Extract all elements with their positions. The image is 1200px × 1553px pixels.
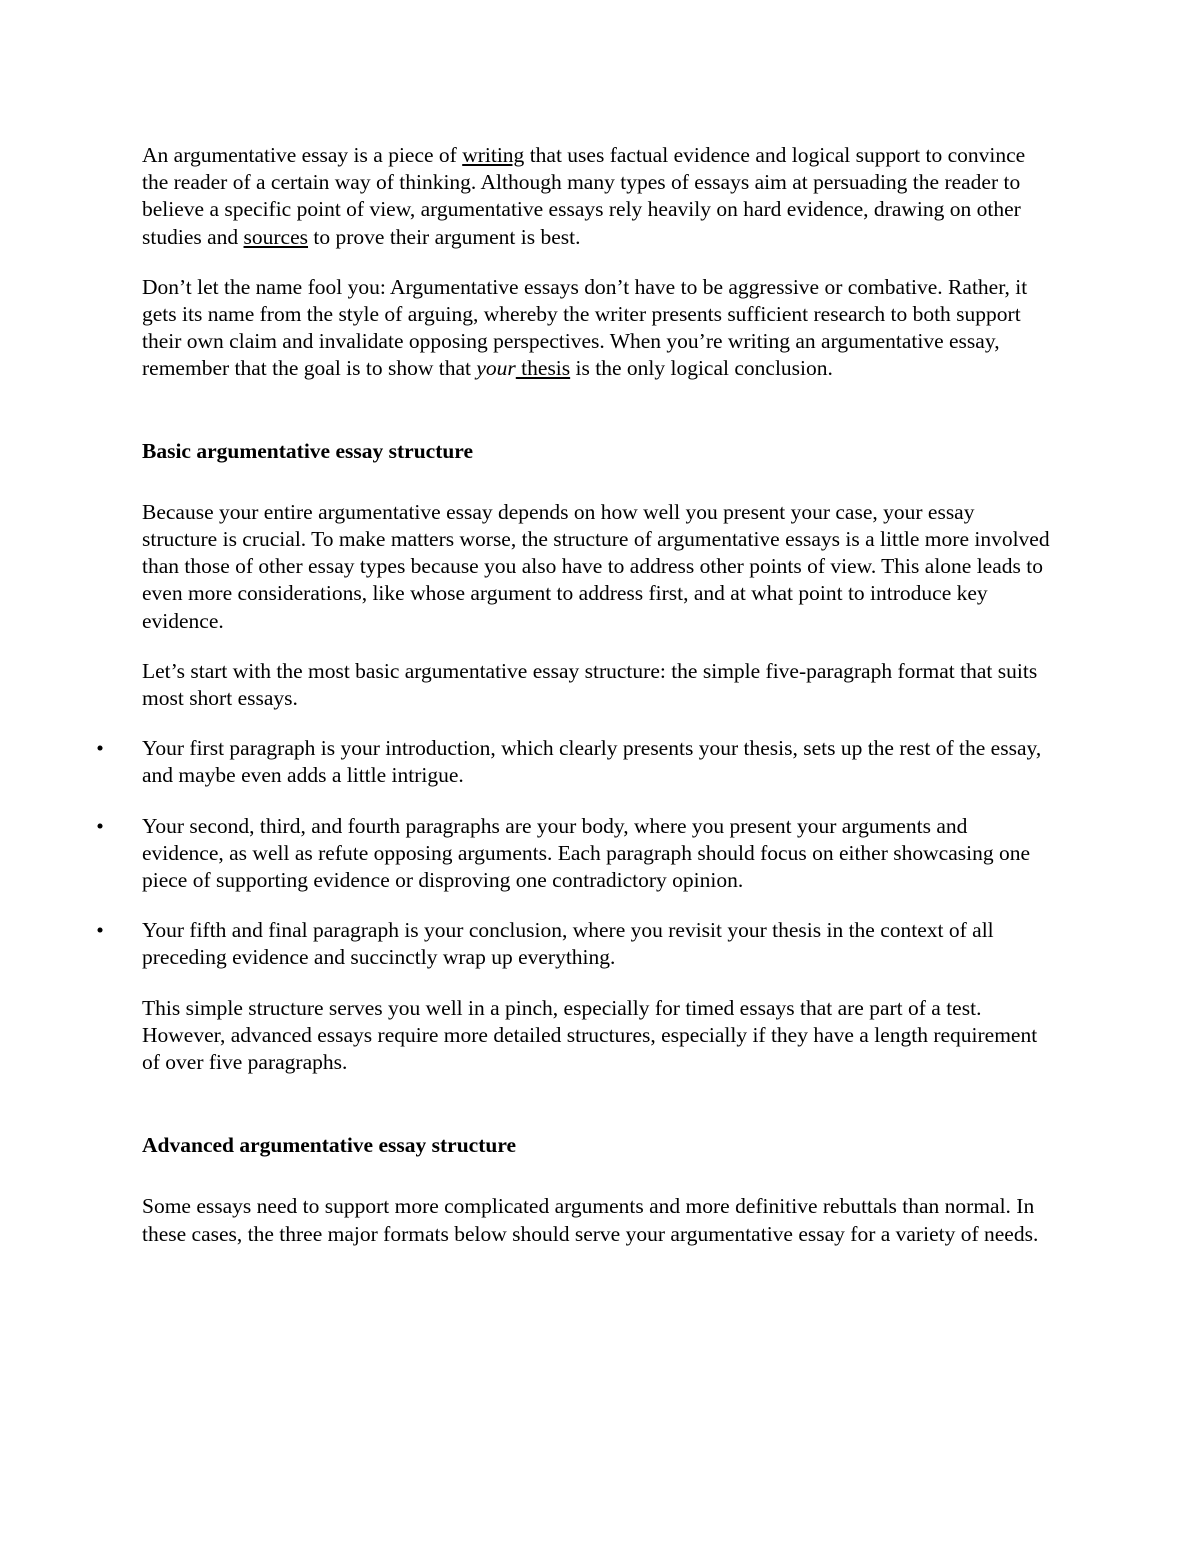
document-page: [96, 142, 1052, 1271]
list-item: [96, 813, 1052, 895]
intro-paragraph-2: [142, 274, 1052, 383]
intro-p1-text-1: An argumentative essay is a piece of: [142, 143, 463, 167]
basic-structure-heading: Basic argumentative essay structure: [142, 438, 474, 463]
thesis-link[interactable]: thesis: [515, 356, 571, 381]
bullet-icon: •: [96, 813, 104, 838]
basic-paragraph-3: This simple structure serves you well in a pinch, especially for timed essays that are part of a test. However, advanced essays require more detailed structures, especially if they have a length requirement of over five paragraphs.: [142, 995, 1038, 1075]
bullet-icon: •: [96, 918, 104, 943]
advanced-structure-heading: Advanced argumentative essay structure: [142, 1133, 517, 1158]
writing-link[interactable]: writing: [462, 143, 525, 167]
intro-p1-text-2: that uses factual evidence and logical support to convince the reader of a certain way of thinking. Although many types of essays aim at persuading the reader to believe a specific point of view, argumentative essays rely heavily on hard evidence, drawing on other studies and: [142, 143, 1026, 249]
intro-p1-text-3: to prove their argument is best.: [308, 224, 581, 249]
basic-paragraph-1: Because your entire argumentative essay depends on how well you present your case, your essay structure is crucial. To make matters worse, the structure of argumentative essays is a little more involved than those of other essay types because you also have to address other points of view. This alone leads to even more considerations, like whose argument to address first, and at what point to introduce key evidence.: [142, 499, 1050, 633]
advanced-paragraph-1: Some essays need to support more complicated arguments and more definitive rebuttals than normal. In these cases, the three major formats below should serve your argumentative essay for a variety of needs.: [142, 1194, 1039, 1246]
intro-paragraph-1: [142, 142, 1052, 251]
sources-link[interactable]: sources: [243, 224, 309, 249]
list-item-text: Your second, third, and fourth paragraphs are your body, where you present your arguments and evidence, as well as refute opposing arguments. Each paragraph should focus on either showcasing one piece of supporting evidence or disproving one contradictory opinion.: [142, 813, 1030, 893]
five-paragraph-list: [96, 735, 1052, 971]
intro-p2-text-2: is the only logical conclusion.: [570, 356, 833, 381]
intro-p2-text-1: Don’t let the name fool you: Argumentative essays don’t have to be aggressive or combative. Rather, it gets its name from the style of arguing, whereby the writer presents sufficient research to both support their own claim and invalidate opposing perspectives. When you’re writing an argumentative essay, remember that the goal is to show that: [142, 274, 1028, 381]
basic-paragraph-2: Let’s start with the most basic argumentative essay structure: the simple five-paragraph format that suits most short essays.: [142, 658, 1038, 711]
list-item: [96, 735, 1052, 789]
list-item-text: Your first paragraph is your introduction, which clearly presents your thesis, sets up the rest of the essay, and maybe even adds a little intrigue.: [142, 736, 1042, 788]
list-item-text: Your fifth and final paragraph is your conclusion, where you revisit your thesis in the context of all preceding evidence and succinctly wrap up everything.: [142, 918, 994, 970]
bullet-icon: •: [96, 736, 104, 761]
list-item: [96, 917, 1052, 971]
intro-p2-italic-your: your: [476, 356, 516, 381]
